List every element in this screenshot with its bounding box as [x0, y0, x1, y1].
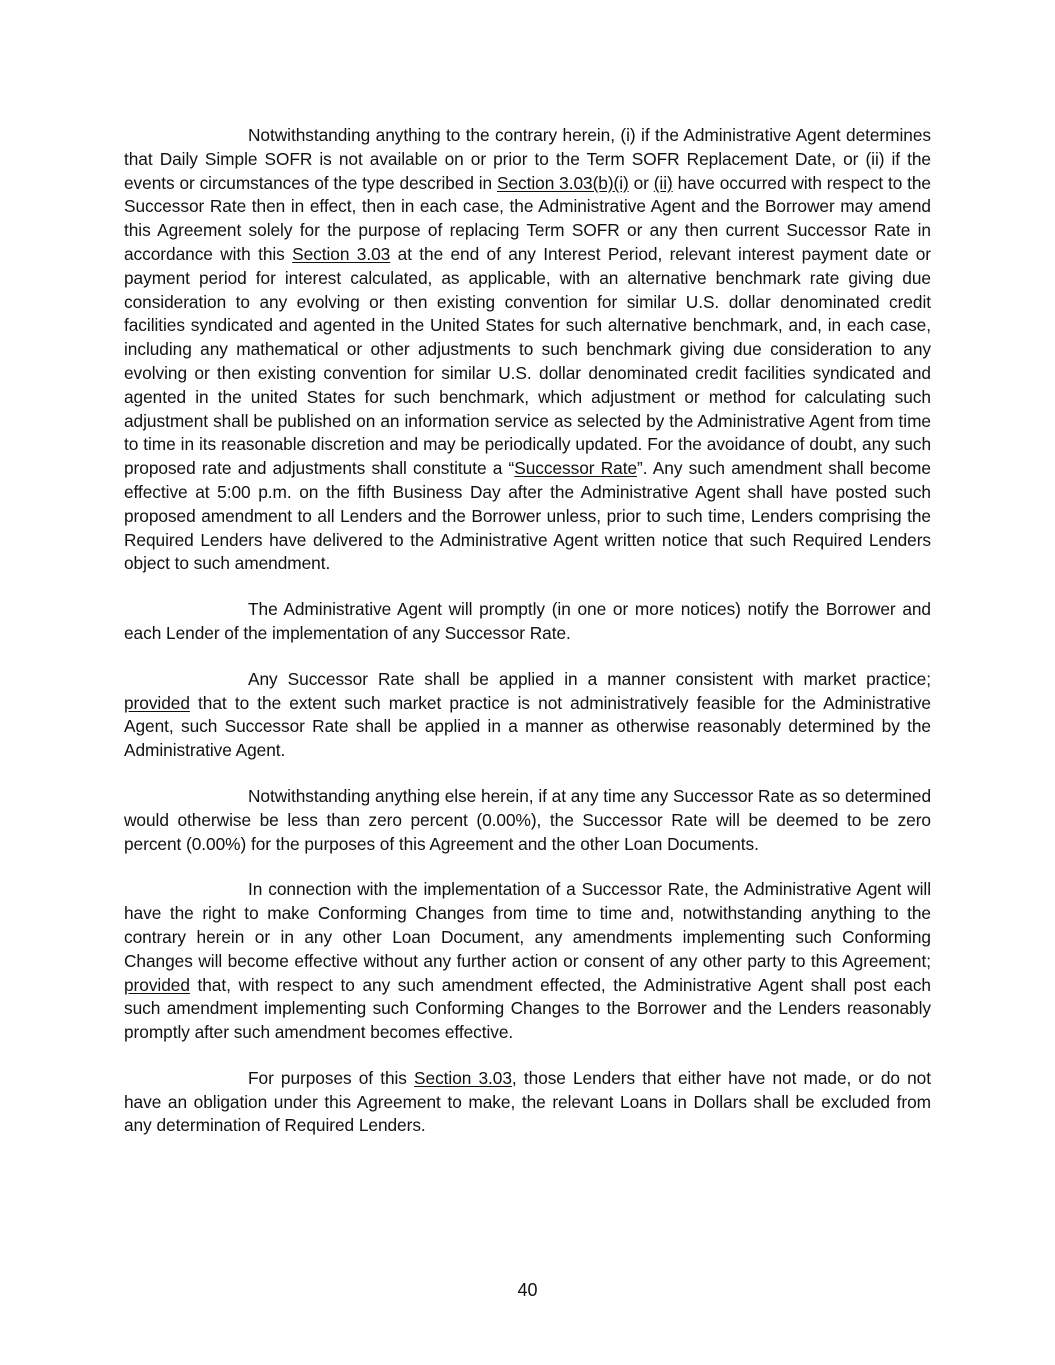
text-segment: that to the extent such market practice is not administratively feasible for the Administrative Agent, such Successor Rate shall be applied in a manner as otherwise reasonably determined by the Administrative Agent.: [124, 692, 931, 761]
defined-term-successor-rate: Successor Rate: [514, 458, 638, 479]
section-reference-3-03: Section 3.03: [414, 1067, 512, 1088]
provided-term: provided: [124, 692, 190, 713]
text-segment: Any Successor Rate shall be applied in a manner consistent with market practice;: [248, 668, 931, 689]
text-segment: have occurred with respect to the Successor Rate then in effect, then in each case, the Administrative Agent and the Borrower may amend this Agreement solely for the purpose of replacing Term SOFR or any then current Successor Rate in accordance with this: [124, 172, 931, 264]
paragraph-required-lenders-exclusion: [124, 1067, 931, 1138]
section-reference-3-03: Section 3.03: [292, 243, 391, 264]
text-segment: at the end of any Interest Period, relevant interest payment date or payment period for interest calculated, as applicable, with an alternative benchmark rate giving due consideration to any evolving or then existing convention for similar U.S. dollar denominated credit facilities syndicated and agented in the United States for such alternative benchmark, and, in each case, including any mathematical or other adjustments to such benchmark giving due consideration to any evolving or then existing convention for similar U.S. dollar denominated credit facilities syndicated and agented in the united States for such benchmark, which adjustment or method for calculating such adjustment shall be published on an information service as selected by the Administrative Agent from time to time in its reasonable discretion and may be periodically updated. For the avoidance of doubt, any such proposed rate and adjustments shall constitute a “: [124, 243, 932, 479]
paragraph-market-practice: [124, 668, 931, 763]
text-segment: ”. Any such amendment shall become effective at 5:00 p.m. on the fifth Business Day after the Administrative Agent shall have posted such proposed amendment to all Lenders and the Borrower unless, prior to such time, Lenders comprising the Required Lenders have delivered to the Administrative Agent written notice that such Required Lenders object to such amendment.: [124, 458, 931, 574]
text-segment: Notwithstanding anything else herein, if at any time any Successor Rate as so determined would otherwise be less than zero percent (0.00%), the Successor Rate will be deemed to be zero percent (0.00%) for the purposes of this Agreement and the other Loan Documents.: [124, 785, 931, 854]
text-segment: In connection with the implementation of a Successor Rate, the Administrative Agent will have the right to make Conforming Changes from time to time and, notwithstanding anything to the contrary herein or in any other Loan Document, any amendments implementing such Conforming Changes will become effective without any further action or consent of any other party to this Agreement;: [124, 879, 931, 971]
section-reference-3-03-b-i: Section 3.03(b)(i): [496, 172, 629, 193]
text-segment: The Administrative Agent will promptly (in one or more notices) notify the Borrower and each Lender of the implementation of any Successor Rate.: [124, 599, 931, 643]
text-segment: that, with respect to any such amendment effected, the Administrative Agent shall post each such amendment implementing such Conforming Changes to the Borrower and the Lenders reasonably promptly after such amendment becomes effective.: [124, 974, 931, 1043]
document-body: [124, 124, 931, 1160]
paragraph-conforming-changes: [124, 878, 931, 1045]
text-segment: or: [628, 172, 654, 193]
paragraph-zero-floor: [124, 785, 931, 856]
paragraph-successor-rate-amendment: [124, 124, 931, 576]
text-segment: Notwithstanding anything to the contrary herein, (i) if the Administrative Agent determines that Daily Simple SOFR is not available on or prior to the Term SOFR Replacement Date, or (ii) if the events or circumstances of the type described in: [124, 125, 931, 193]
text-segment: , those Lenders that either have not made, or do not have an obligation under this Agreement to make, the relevant Loans in Dollars shall be excluded from any determination of Required Lenders.: [124, 1067, 931, 1136]
paragraph-notice-of-implementation: [124, 598, 931, 646]
section-reference-ii: (ii): [653, 172, 673, 193]
provided-term: provided: [124, 974, 190, 995]
page-number: 40: [517, 1280, 538, 1300]
text-segment: For purposes of this: [248, 1067, 415, 1088]
